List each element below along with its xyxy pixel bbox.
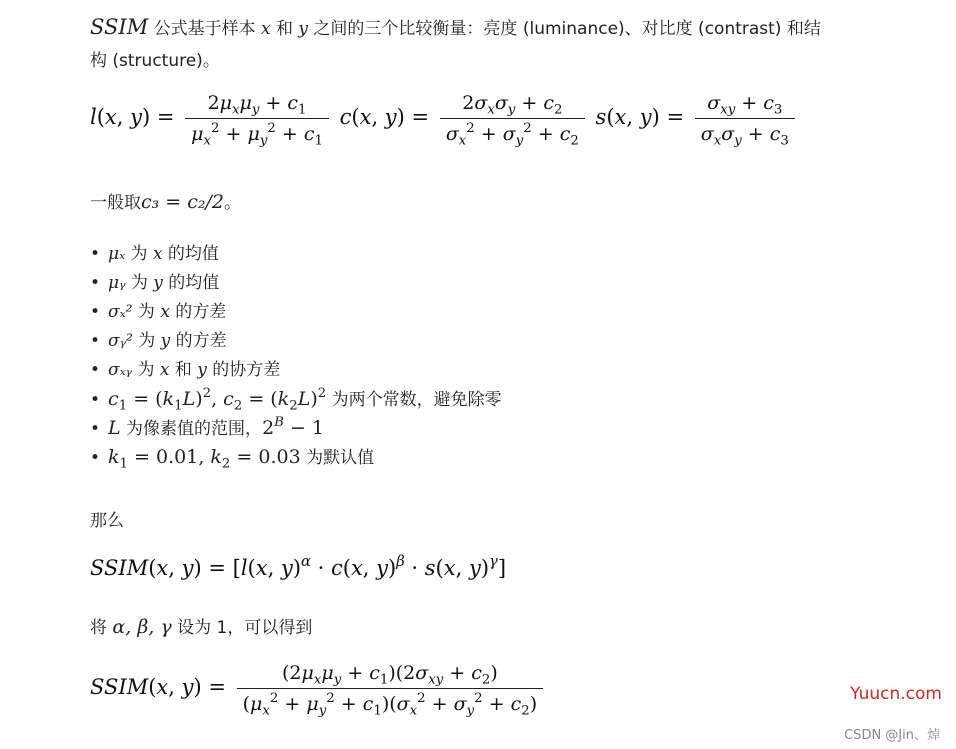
list-item: • $k_1 = 0.01$, $k_2 = 0.03$ 为默认值 — [90, 443, 502, 472]
component-formulas: l(x, y) = $\frac{2\mu_x\mu_y + c_1}{\mu_x^2 + \mu_y^2 + c_1}$ c(x, y) = $\frac{2\sigma_x\sigma_y + c_2}{\sigma_x^2 + \sigma_y^2 + c_2}$ s(x, y) = $\frac{\sigma_{xy} + c_3}{\sigma_x\sigma_y + c_3}$ — [90, 92, 799, 145]
intro-text: 公式基于样本 — [148, 19, 262, 39]
list-item: • μₓ 为 x 的均值 — [90, 240, 502, 269]
ssim-final-formula: SSIM(x, y) = $\frac{(2\mu_x\mu_y + c_1)(2\sigma_{xy} + c_2)}{(\mu_x^2 + \mu_y^2 + c_1)(\sigma_x^2 + \sigma_y^2 + c_2)}$ — [90, 662, 547, 715]
math-x: x — [261, 19, 271, 39]
math-y: y — [298, 19, 309, 39]
variable-definitions — [90, 240, 502, 472]
intro-and: 和 — [270, 19, 299, 39]
ssim-symbol: SSIM — [90, 15, 149, 39]
then-text: 那么 — [90, 511, 124, 531]
list-item: • σᵧ² 为 y 的方差 — [90, 327, 502, 356]
intro-text-2: 之间的三个比较衡量：亮度 (luminance)、对比度 (contrast) 和结 — [308, 19, 821, 39]
c3-formula: c₃ = c₂/2 — [141, 191, 225, 213]
list-item: • σₓᵧ 为 x 和 y 的协方差 — [90, 356, 502, 385]
ssim-fraction: $\frac{(2\mu_x\mu_y + c_1)(2\sigma_{xy} + c_2)}{(\mu_x^2 + \mu_y^2 + c_1)(\sigma_x^2 + \sigma_y^2 + c_2)}$ — [237, 662, 544, 715]
intro-line-2: 构 (structure)。 — [90, 51, 220, 71]
list-item: • μᵧ 为 y 的均值 — [90, 269, 502, 298]
ssim-general-formula: SSIM(x, y) = [l(x, y)$^\alpha$ · c(x, y)$^\beta$ · s(x, y)$^\gamma$] — [90, 553, 507, 580]
site-watermark: Yuucn.com — [850, 684, 942, 704]
author-watermark: CSDN @Jin、焯 — [844, 728, 940, 743]
contrast-fraction: $\frac{2\sigma_x\sigma_y + c_2}{\sigma_x^2 + \sigma_y^2 + c_2}$ — [440, 92, 585, 145]
set-one-text: 将 α, β, γ 设为 1，可以得到 — [90, 616, 313, 638]
luminance-fraction: $\frac{2\mu_x\mu_y + c_1}{\mu_x^2 + \mu_y^2 + c_1}$ — [185, 92, 329, 145]
list-item: • σₓ² 为 x 的方差 — [90, 298, 502, 327]
structure-fraction: $\frac{\sigma_{xy} + c_3}{\sigma_x\sigma_y + c_3}$ — [695, 92, 795, 145]
intro-line-1 — [90, 14, 821, 39]
list-item: • $c_1 = (k_1L)^2$, $c_2 = (k_2L)^2$ 为两个常数，避免除零 — [90, 385, 502, 414]
list-item: • L 为像素值的范围，$2^B - 1$ — [90, 414, 502, 443]
c3-note: 一般取c₃ = c₂/2。 — [90, 191, 242, 213]
